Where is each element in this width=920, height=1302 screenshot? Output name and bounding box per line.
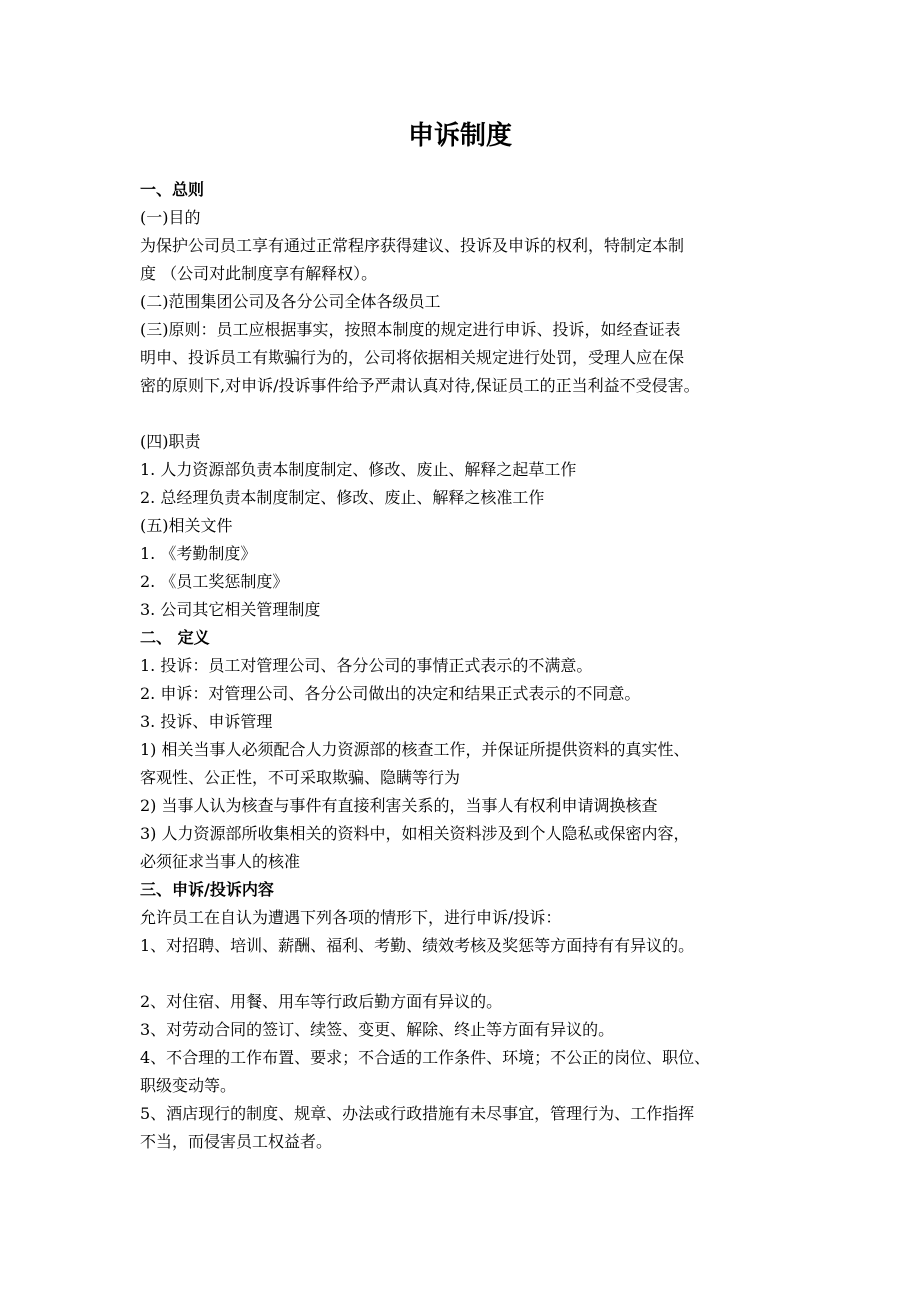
text-line: (一)目的 [140, 208, 201, 227]
text-line: 密的原则下,对申诉/投诉事件给予严肃认真对待,保证员工的正当利益不受侵害。 [140, 376, 700, 395]
section-heading: 二、 定义 [140, 628, 210, 647]
text-line: 5、酒店现行的制度、规章、办法或行政措施有未尽事宜，管理行为、工作指挥 [140, 1104, 695, 1123]
text-line: 度 （公司对此制度享有解释权）。 [140, 264, 378, 283]
text-line: 3. 投诉、申诉管理 [140, 712, 273, 731]
text-line: 为保护公司员工享有通过正常程序获得建议、投诉及申诉的权利，特制定本制 [140, 236, 685, 255]
text-line: 允许员工在自认为遭遇下列各项的情形下，进行申诉/投诉： [140, 908, 562, 927]
text-line: 2) 当事人认为核查与事件有直接利害关系的，当事人有权利申请调换核查 [140, 796, 658, 815]
document-title: 申诉制度 [407, 121, 512, 151]
text-line: 2. 总经理负责本制度制定、修改、废止、解释之核准工作 [140, 488, 545, 507]
text-line: 职级变动等。 [140, 1076, 237, 1095]
text-line: (五)相关文件 [140, 516, 233, 535]
text-line: 1. 《考勤制度》 [140, 544, 257, 563]
text-line: 3) 人力资源部所收集相关的资料中，如相关资料涉及到个人隐私或保密内容， [140, 824, 690, 843]
text-line: 2、对住宿、用餐、用车等行政后勤方面有异议的。 [140, 992, 503, 1011]
text-line: 1. 投诉：员工对管理公司、各分公司的事情正式表示的不满意。 [140, 656, 593, 675]
text-line: 4、不合理的工作布置、要求；不合适的工作条件、环境；不公正的岗位、职位、 [140, 1048, 711, 1067]
section-heading: 一、总则 [140, 180, 205, 199]
text-line: 客观性、公正性，不可采取欺骗、隐瞒等行为 [140, 768, 461, 787]
section-heading: 三、申诉/投诉内容 [140, 880, 274, 899]
text-line: 3. 公司其它相关管理制度 [140, 600, 321, 619]
text-line: 1. 人力资源部负责本制度制定、修改、废止、解释之起草工作 [140, 460, 577, 479]
text-line: (四)职责 [140, 432, 201, 451]
text-line: 2. 《员工奖惩制度》 [140, 572, 289, 591]
document-body [140, 176, 790, 1156]
text-line: 1、对招聘、培训、薪酬、福利、考勤、绩效考核及奖惩等方面持有有异议的。 [140, 936, 695, 955]
text-line: (二)范围集团公司及各分公司全体各级员工 [140, 292, 441, 311]
blank-line [140, 960, 790, 988]
text-line: 必须征求当事人的核准 [140, 852, 301, 871]
text-line: 不当，而侵害员工权益者。 [140, 1132, 333, 1151]
text-line: 2. 申诉：对管理公司、各分公司做出的决定和结果正式表示的不同意。 [140, 684, 641, 703]
text-line: 1) 相关当事人必须配合人力资源部的核查工作，并保证所提供资料的真实性、 [140, 740, 690, 759]
text-line: 明申、投诉员工有欺骗行为的，公司将依据相关规定进行处罚，受理人应在保 [140, 348, 685, 367]
blank-line [140, 400, 790, 428]
text-line: (三)原则：员工应根据事实，按照本制度的规定进行申诉、投诉，如经查证表 [140, 320, 681, 339]
text-line: 3、对劳动合同的签订、续签、变更、解除、终止等方面有异议的。 [140, 1020, 615, 1039]
